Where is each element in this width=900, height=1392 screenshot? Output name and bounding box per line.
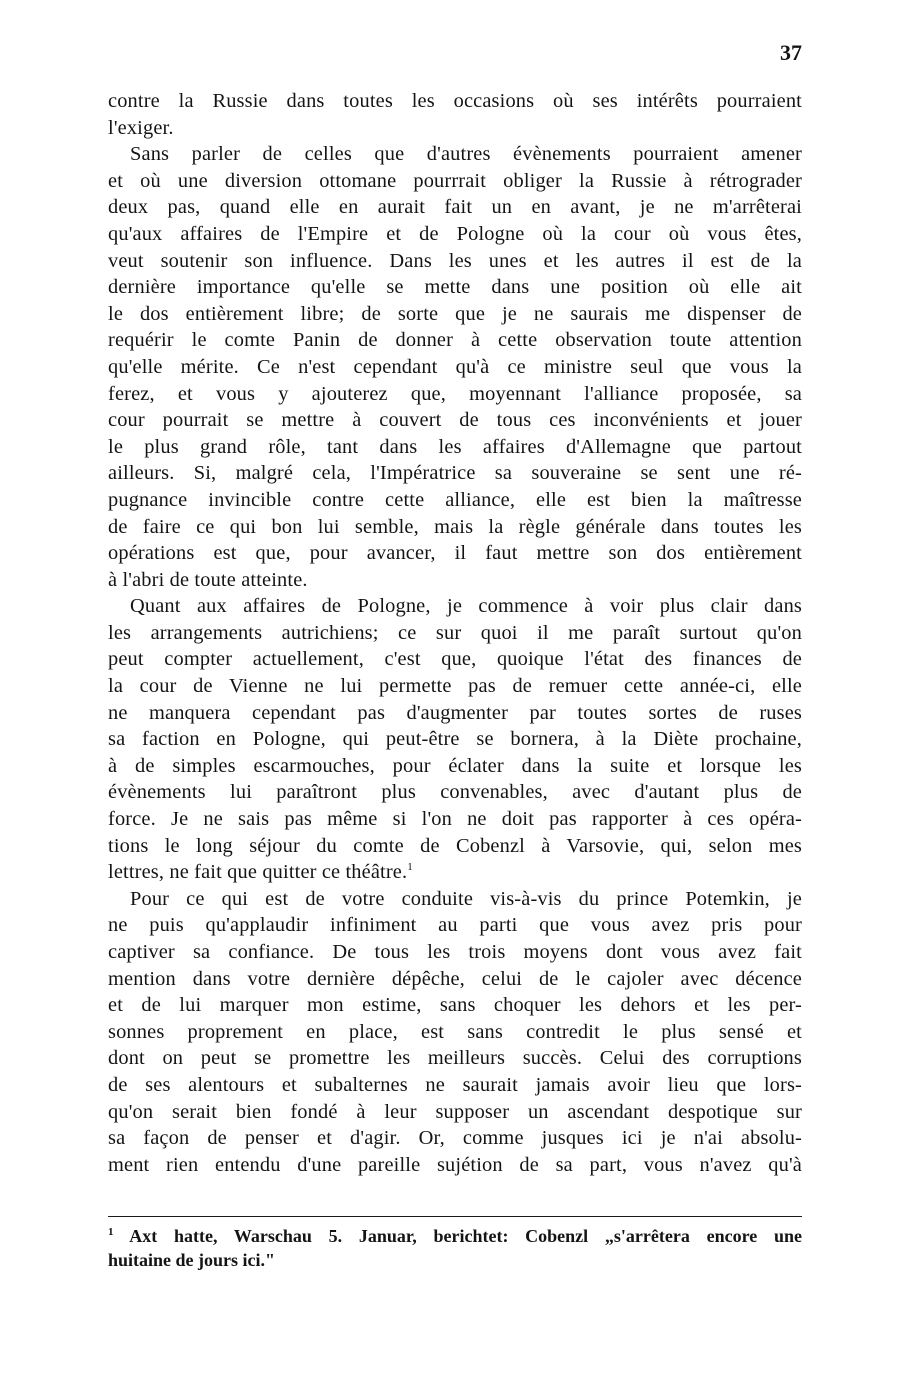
text-line: qu'elle mérite. Ce n'est cependant qu'à ce ministre seul que vous la	[108, 355, 802, 378]
text-line: ailleurs. Si, malgré cela, l'Impératrice sa souveraine se sent une ré-	[108, 462, 802, 485]
text-line: qu'on serait bien fondé à leur supposer un ascendant despotique sur	[108, 1100, 802, 1123]
text-line: force. Je ne sais pas même si l'on ne doit pas rapporter à ces opéra-	[108, 808, 802, 831]
text-line-content: lettres, ne fait que quitter ce théâtre.	[108, 861, 408, 884]
footnote-divider	[108, 1216, 802, 1217]
footnotes	[108, 1224, 802, 1272]
paragraph	[108, 88, 802, 141]
text-line: deux pas, quand elle en aurait fait un en avant, je ne m'arrêterai	[108, 196, 802, 219]
text-line: opérations est que, pour avancer, il faut mettre son dos entièrement	[108, 542, 802, 565]
text-line: ferez, et vous y ajouterez que, moyennant l'alliance proposée, sa	[108, 382, 802, 405]
book-page	[108, 0, 802, 1392]
text-line: Quant aux affaires de Pologne, je commence à voir plus clair dans	[130, 595, 802, 618]
text-line: ment rien entendu d'une pareille sujétion de sa part, vous n'avez qu'à	[108, 1153, 802, 1176]
text-line: le dos entièrement libre; de sorte que je ne saurais me dispenser de	[108, 302, 802, 325]
text-line: de faire ce qui bon lui semble, mais la règle générale dans toutes les	[108, 515, 802, 538]
text-line: mention dans votre dernière dépêche, celui de le cajoler avec décence	[108, 967, 802, 990]
page-number: 37	[780, 40, 802, 65]
text-line: dernière importance qu'elle se mette dans une position où elle ait	[108, 276, 802, 299]
paragraph	[108, 886, 802, 1179]
text-line: ne manquera cependant pas d'augmenter par toutes sortes de ruses	[108, 701, 802, 724]
paragraph	[108, 593, 802, 886]
text-line: ne puis qu'applaudir infiniment au parti que vous avez pris pour	[108, 914, 802, 937]
text-line: sonnes proprement en place, est sans contredit le plus sensé et	[108, 1020, 802, 1043]
text-line: qu'aux affaires de l'Empire et de Pologne où la cour où vous êtes,	[108, 222, 802, 245]
footnote-text: Axt hatte, Warschau 5. Januar, berichtet: Cobenzl „s'arrêtera encore une	[129, 1226, 802, 1246]
paragraph	[108, 141, 802, 593]
text-line: les arrangements autrichiens; ce sur quoi il me paraît surtout qu'on	[108, 621, 802, 644]
footnote-line	[108, 1224, 802, 1248]
text-line: sa faction en Pologne, qui peut-être se bornera, à la Diète prochaine,	[108, 728, 802, 751]
text-line: captiver sa confiance. De tous les trois moyens dont vous avez fait	[108, 941, 802, 963]
text-line	[108, 859, 802, 886]
text-line: tions le long séjour du comte de Cobenzl à Varsovie, qui, selon mes	[108, 834, 802, 857]
text-line: Sans parler de celles que d'autres évènements pourraient amener	[130, 143, 802, 166]
text-line: dont on peut se promettre les meilleurs succès. Celui des corruptions	[108, 1047, 802, 1070]
text-line: le plus grand rôle, tant dans les affaires d'Allemagne que partout	[108, 435, 802, 458]
text-line: et où une diversion ottomane pourrrait obliger la Russie à rétrograder	[108, 169, 802, 192]
text-line: cour pourrait se mettre à couvert de tous ces inconvénients et jouer	[108, 409, 802, 432]
text-line: peut compter actuellement, c'est que, quoique l'état des finances de	[108, 648, 802, 671]
text-line: à de simples escarmouches, pour éclater dans la suite et lorsque les	[108, 754, 802, 777]
footnote-line: huitaine de jours ici."	[108, 1250, 276, 1270]
text-line: sa façon de penser et d'agir. Or, comme jusques ici je n'ai absolu-	[108, 1127, 802, 1150]
text-line: veut soutenir son influence. Dans les unes et les autres il est de la	[108, 249, 802, 272]
text-line: pugnance invincible contre cette alliance, elle est bien la maîtresse	[108, 488, 802, 511]
footnote-reference[interactable]: 1	[407, 861, 413, 874]
text-line: évènements lui paraîtront plus convenables, avec d'autant plus de	[108, 781, 802, 804]
text-line: Pour ce qui est de votre conduite vis-à-vis du prince Potemkin, je	[130, 887, 802, 910]
text-line: la cour de Vienne ne lui permette pas de remuer cette année-ci, elle	[108, 675, 802, 698]
text-line: de ses alentours et subalternes ne saurait jamais avoir lieu que lors-	[108, 1073, 802, 1096]
text-line: requérir le comte Panin de donner à cette observation toute attention	[108, 329, 802, 352]
body-text	[108, 88, 802, 1178]
text-line: contre la Russie dans toutes les occasions où ses intérêts pourraient	[108, 90, 802, 112]
text-line: à l'abri de toute atteinte.	[108, 568, 308, 591]
footnote	[108, 1224, 802, 1272]
footnote-marker: 1	[108, 1226, 114, 1238]
text-line: et de lui marquer mon estime, sans choquer les dehors et les per-	[108, 994, 802, 1017]
text-line: l'exiger.	[108, 116, 174, 139]
